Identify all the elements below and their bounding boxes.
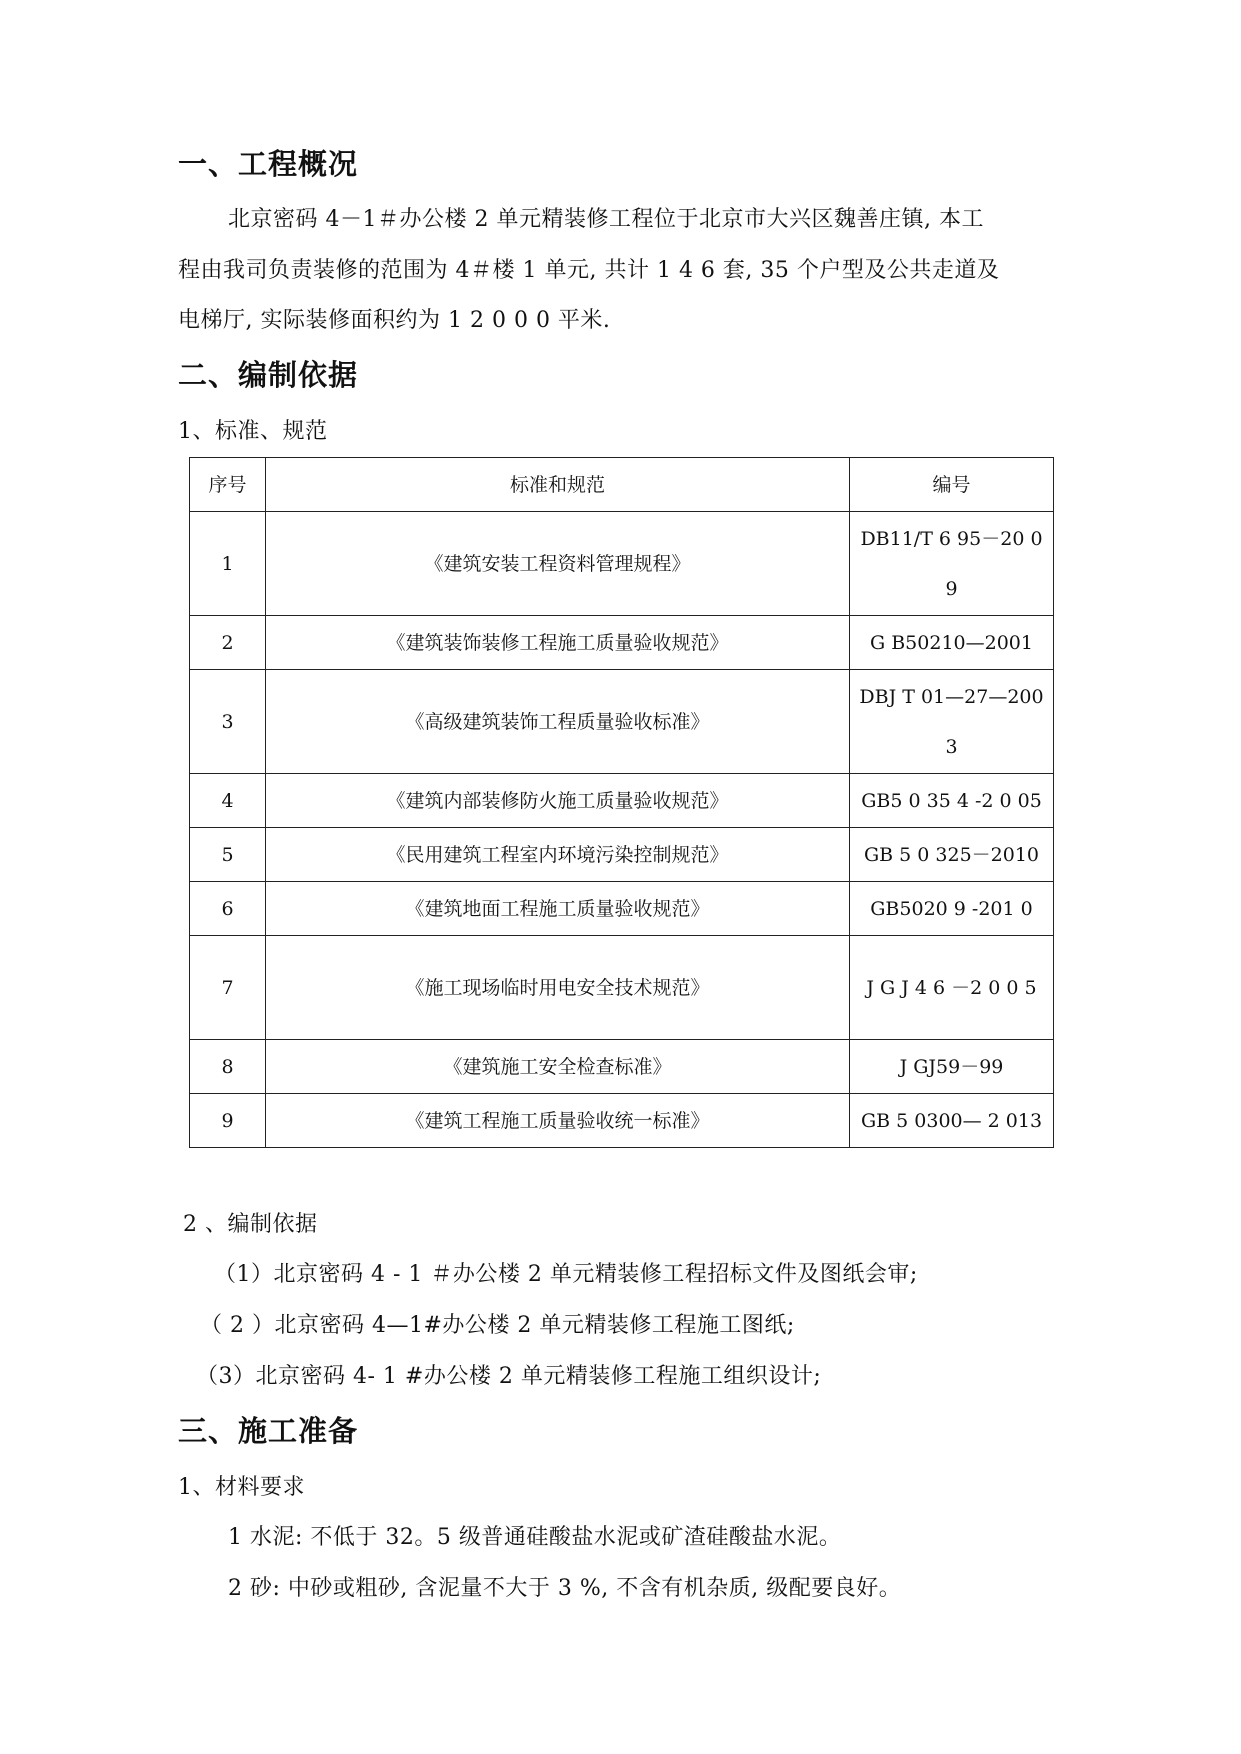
row-code: J GJ59－99 xyxy=(850,1040,1054,1094)
row-no: 9 xyxy=(190,1094,266,1148)
subheading-basis: 2 、编制依据 xyxy=(183,1212,318,1237)
row-no: 1 xyxy=(190,512,266,616)
standards-table xyxy=(189,457,1054,1148)
row-code: J G J 4 6 －2 0 0 5 xyxy=(850,936,1054,1040)
section-heading-preparation: 三、施工准备 xyxy=(178,1414,359,1448)
row-name: 《建筑工程施工质量验收统一标准》 xyxy=(266,1094,850,1148)
row-name: 《建筑地面工程施工质量验收规范》 xyxy=(266,882,850,936)
material-item-1: 1 水泥: 不低于 32。5 级普通硅酸盐水泥或矿渣硅酸盐水泥。 xyxy=(228,1525,842,1550)
row-name: 《建筑装饰装修工程施工质量验收规范》 xyxy=(266,616,850,670)
row-code: GB5020 9 -201 0 xyxy=(850,882,1054,936)
table-row xyxy=(190,828,1054,882)
section-heading-overview: 一、工程概况 xyxy=(178,147,359,181)
row-no: 5 xyxy=(190,828,266,882)
header-no: 序号 xyxy=(190,458,266,512)
overview-line-1: 北京密码 4－1＃办公楼 2 单元精装修工程位于北京市大兴区魏善庄镇, 本工 xyxy=(228,207,984,232)
basis-item-3: （3）北京密码 4- 1 #办公楼 2 单元精装修工程施工组织设计; xyxy=(196,1364,822,1389)
table-header-row xyxy=(190,458,1054,512)
row-code: G B50210—2001 xyxy=(850,616,1054,670)
row-name: 《建筑内部装修防火施工质量验收规范》 xyxy=(266,774,850,828)
table-row xyxy=(190,774,1054,828)
subheading-standards: 1、标准、规范 xyxy=(178,419,328,444)
row-name: 《高级建筑装饰工程质量验收标准》 xyxy=(266,670,850,774)
row-name: 《施工现场临时用电安全技术规范》 xyxy=(266,936,850,1040)
table-row xyxy=(190,512,1054,616)
row-code: GB 5 0300— 2 013 xyxy=(850,1094,1054,1148)
row-no: 6 xyxy=(190,882,266,936)
table-row xyxy=(190,1040,1054,1094)
material-item-2: 2 砂: 中砂或粗砂, 含泥量不大于 3 %, 不含有机杂质, 级配要良好。 xyxy=(228,1576,902,1601)
row-no: 3 xyxy=(190,670,266,774)
row-name: 《民用建筑工程室内环境污染控制规范》 xyxy=(266,828,850,882)
table-row xyxy=(190,882,1054,936)
overview-line-3: 电梯厅, 实际装修面积约为 1 2 0 0 0 平米. xyxy=(178,308,611,333)
basis-item-1: （1）北京密码 4 - 1 ＃办公楼 2 单元精装修工程招标文件及图纸会审; xyxy=(214,1262,918,1287)
table-row xyxy=(190,616,1054,670)
table-row xyxy=(190,1094,1054,1148)
row-code: GB5 0 35 4 -2 0 05 xyxy=(850,774,1054,828)
header-name: 标准和规范 xyxy=(266,458,850,512)
table-row xyxy=(190,670,1054,774)
row-no: 2 xyxy=(190,616,266,670)
basis-item-2: （ 2 ）北京密码 4—1#办公楼 2 单元精装修工程施工图纸; xyxy=(200,1313,795,1338)
row-no: 7 xyxy=(190,936,266,1040)
row-name: 《建筑安装工程资料管理规程》 xyxy=(266,512,850,616)
row-code: DBJ T 01—27—2003 xyxy=(850,670,1054,774)
row-code: GB 5 0 325－2010 xyxy=(850,828,1054,882)
table-row xyxy=(190,936,1054,1040)
overview-line-2: 程由我司负责装修的范围为 4＃楼 1 单元, 共计 1 4 6 套, 35 个户型及公共走道及 xyxy=(178,258,1000,283)
subheading-materials: 1、材料要求 xyxy=(178,1475,305,1500)
header-code: 编号 xyxy=(850,458,1054,512)
row-name: 《建筑施工安全检查标准》 xyxy=(266,1040,850,1094)
section-heading-basis: 二、编制依据 xyxy=(178,358,359,392)
row-code: DB11/T 6 95－20 0 9 xyxy=(850,512,1054,616)
row-no: 8 xyxy=(190,1040,266,1094)
row-no: 4 xyxy=(190,774,266,828)
